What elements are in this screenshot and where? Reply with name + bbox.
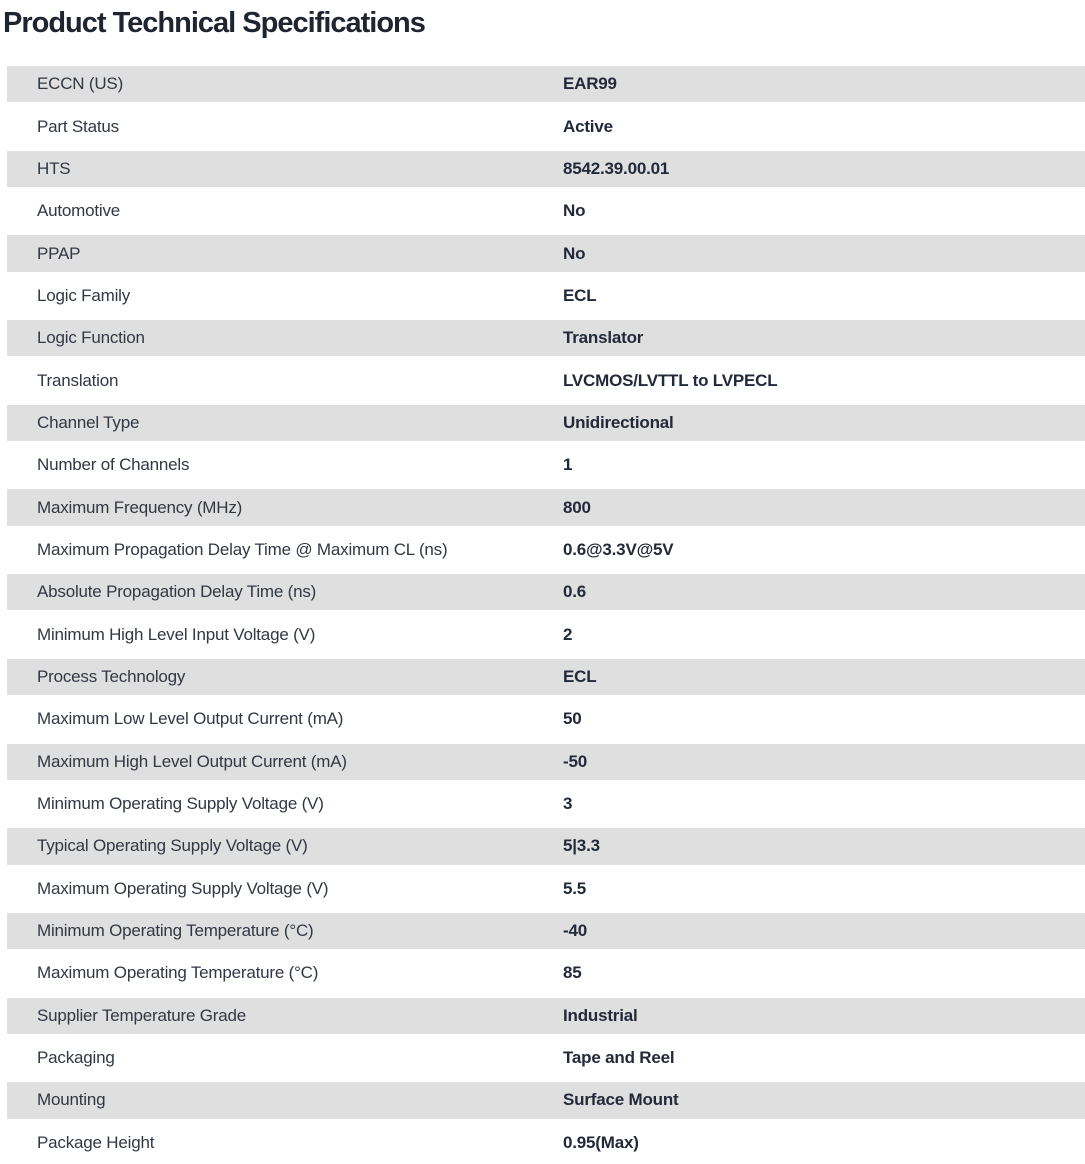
spec-value: No — [563, 201, 586, 221]
spec-value: Tape and Reel — [563, 1048, 675, 1068]
spec-label: Package Height — [37, 1132, 155, 1152]
spec-label: Logic Family — [37, 285, 131, 305]
spec-label: Number of Channels — [37, 455, 190, 475]
spec-label: Part Status — [37, 116, 119, 136]
spec-value: 1 — [563, 455, 573, 475]
spec-label: Maximum Frequency (MHz) — [37, 497, 243, 517]
spec-value: 0.6 — [563, 582, 587, 602]
spec-value: 0.95(Max) — [563, 1132, 639, 1152]
spec-row — [7, 190, 1085, 232]
spec-value: 800 — [563, 497, 591, 517]
spec-label: Process Technology — [37, 666, 186, 686]
spec-row — [7, 232, 1085, 274]
page-title: Product Technical Specifications — [3, 7, 425, 39]
spec-value: Industrial — [563, 1005, 638, 1025]
spec-label: Logic Function — [37, 328, 145, 348]
spec-row — [7, 656, 1085, 698]
spec-label: HTS — [37, 158, 71, 178]
spec-row — [7, 783, 1085, 825]
spec-row — [7, 910, 1085, 952]
spec-row — [7, 952, 1085, 994]
spec-label: Supplier Temperature Grade — [37, 1005, 246, 1025]
spec-row — [7, 444, 1085, 486]
spec-value: EAR99 — [563, 74, 617, 94]
spec-label: Minimum Operating Supply Voltage (V) — [37, 794, 324, 814]
spec-row — [7, 741, 1085, 783]
spec-row — [7, 868, 1085, 910]
spec-row — [7, 698, 1085, 740]
spec-label: ECCN (US) — [37, 74, 124, 94]
spec-value: No — [563, 243, 586, 263]
spec-value: ECL — [563, 666, 597, 686]
spec-label: Minimum High Level Input Voltage (V) — [37, 624, 316, 644]
spec-label: Maximum Propagation Delay Time @ Maximum CL (ns) — [37, 539, 448, 559]
spec-row — [7, 1079, 1085, 1121]
spec-row — [7, 825, 1085, 867]
spec-value: ECL — [563, 285, 597, 305]
spec-label: Mounting — [37, 1090, 106, 1110]
spec-label: Minimum Operating Temperature (°C) — [37, 921, 314, 941]
spec-row — [7, 63, 1085, 105]
spec-row — [7, 105, 1085, 147]
spec-label: Packaging — [37, 1048, 115, 1068]
spec-label: Maximum Low Level Output Current (mA) — [37, 709, 344, 729]
spec-value: 2 — [563, 624, 573, 644]
spec-row — [7, 1122, 1085, 1164]
spec-value: LVCMOS/LVTTL to LVPECL — [563, 370, 778, 390]
spec-label: Maximum Operating Supply Voltage (V) — [37, 878, 329, 898]
spec-value: 0.6@3.3V@5V — [563, 539, 674, 559]
spec-label: Typical Operating Supply Voltage (V) — [37, 836, 308, 856]
spec-row — [7, 317, 1085, 359]
spec-label: Maximum High Level Output Current (mA) — [37, 751, 347, 771]
spec-label: PPAP — [37, 243, 81, 263]
spec-value: Translator — [563, 328, 644, 348]
spec-row — [7, 995, 1085, 1037]
spec-value: 50 — [563, 709, 582, 729]
spec-row — [7, 1037, 1085, 1079]
spec-label: Maximum Operating Temperature (°C) — [37, 963, 319, 983]
spec-value: Surface Mount — [563, 1090, 679, 1110]
spec-row — [7, 359, 1085, 401]
spec-value: Active — [563, 116, 613, 136]
spec-row — [7, 402, 1085, 444]
spec-row — [7, 613, 1085, 655]
spec-label: Translation — [37, 370, 119, 390]
spec-row — [7, 275, 1085, 317]
spec-value: 5|3.3 — [563, 836, 600, 856]
spec-value: -50 — [563, 751, 587, 771]
spec-value: 3 — [563, 794, 573, 814]
spec-label: Channel Type — [37, 412, 140, 432]
spec-value: 85 — [563, 963, 582, 983]
spec-value: -40 — [563, 921, 587, 941]
spec-row — [7, 529, 1085, 571]
spec-label: Automotive — [37, 201, 121, 221]
spec-row — [7, 486, 1085, 528]
spec-value: 8542.39.00.01 — [563, 158, 670, 178]
spec-row — [7, 571, 1085, 613]
spec-table — [0, 63, 1085, 1164]
spec-label: Absolute Propagation Delay Time (ns) — [37, 582, 317, 602]
spec-value: 5.5 — [563, 878, 587, 898]
spec-value: Unidirectional — [563, 412, 674, 432]
spec-row — [7, 148, 1085, 190]
